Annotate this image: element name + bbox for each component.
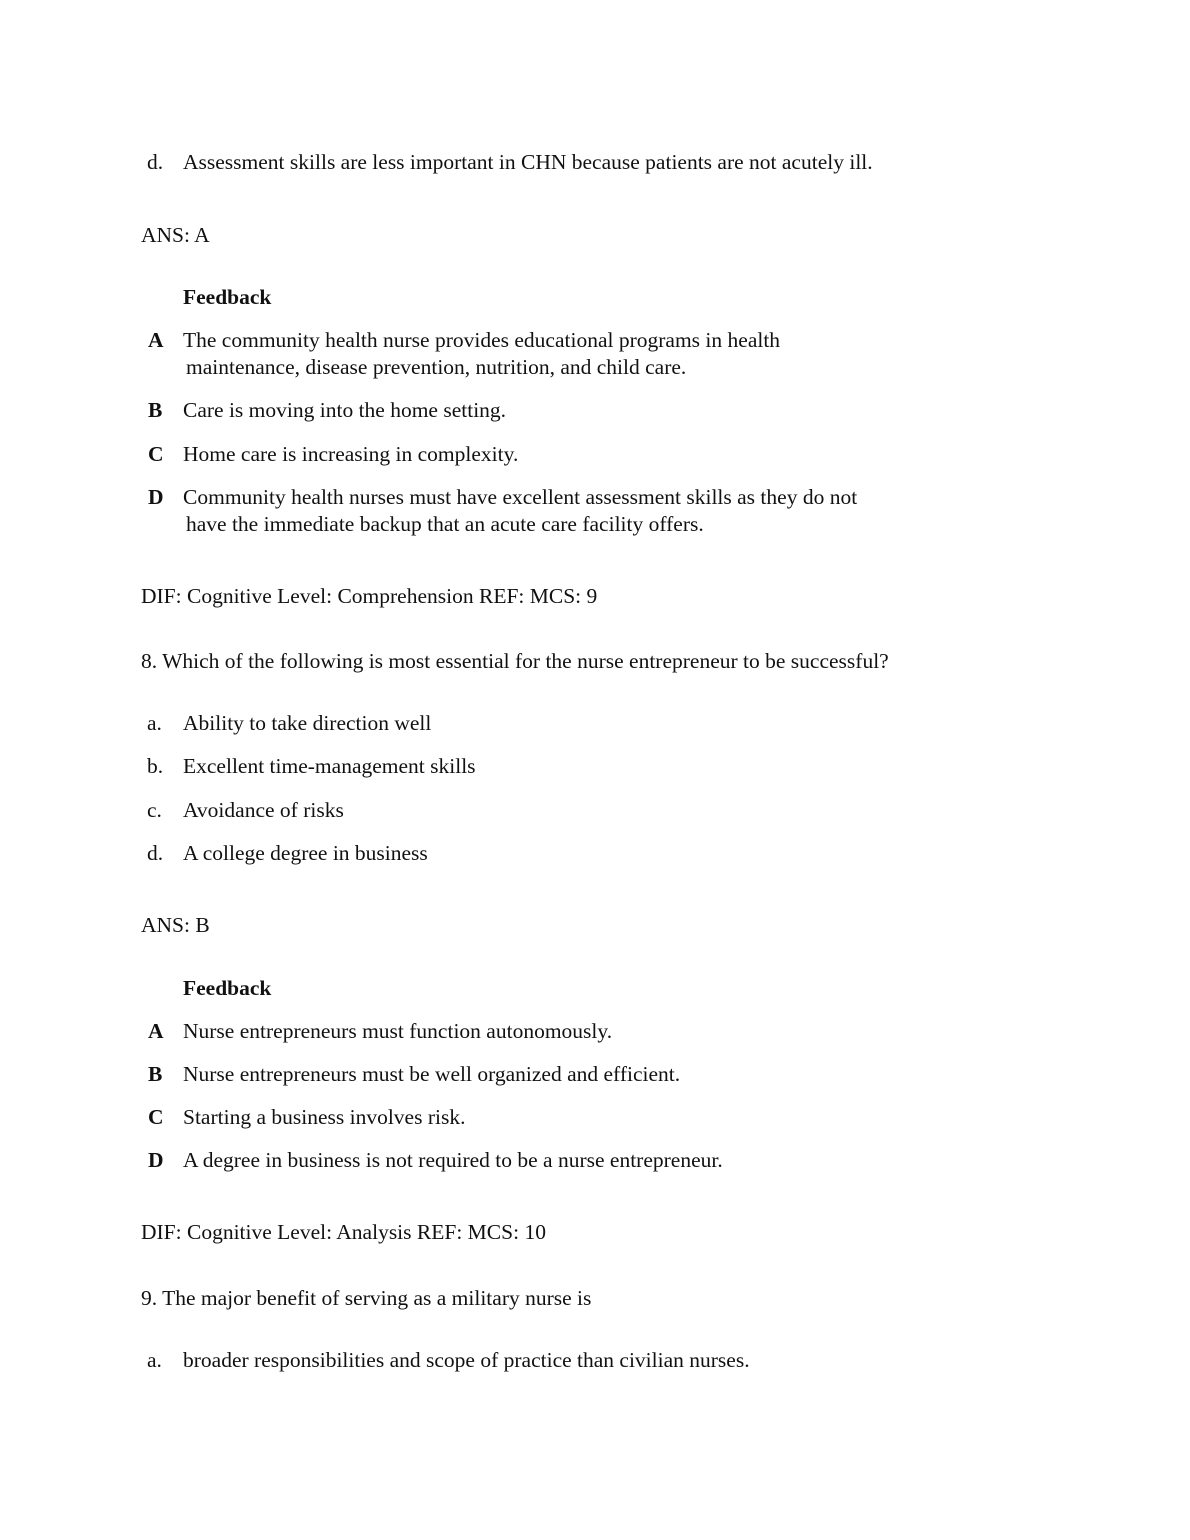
- q8-option-a-letter: a.: [147, 711, 162, 735]
- q8-feedback-b-line1: Nurse entrepreneurs must be well organized and efficient.: [183, 1062, 681, 1086]
- q8-feedback-d-letter: D: [148, 1148, 164, 1172]
- q7-feedback-d-line2: have the immediate backup that an acute care facility offers.: [186, 512, 704, 536]
- q7-feedback-c-letter: C: [148, 442, 164, 466]
- q9-question: 9. The major benefit of serving as a military nurse is: [141, 1286, 592, 1310]
- q8-option-b-letter: b.: [147, 754, 164, 778]
- q7-feedback-d-letter: D: [148, 485, 164, 509]
- q8-feedback-b-letter: B: [148, 1062, 163, 1086]
- q8-dif-ref: DIF: Cognitive Level: Analysis REF: MCS: 10: [141, 1220, 546, 1244]
- q8-feedback-a-letter: A: [148, 1019, 164, 1043]
- q7-option-d-letter: d.: [147, 150, 164, 174]
- q9-option-a-letter: a.: [147, 1348, 162, 1372]
- q7-feedback-b-letter: B: [148, 398, 163, 422]
- q7-feedback-c-line1: Home care is increasing in complexity.: [183, 442, 519, 466]
- q8-option-a-text: Ability to take direction well: [183, 711, 432, 735]
- q7-answer: ANS: A: [141, 223, 210, 247]
- q8-question: 8. Which of the following is most essential for the nurse entrepreneur to be successful?: [141, 649, 889, 673]
- q8-option-c-text: Avoidance of risks: [183, 798, 344, 822]
- q7-feedback-b-line1: Care is moving into the home setting.: [183, 398, 507, 422]
- q8-option-c-letter: c.: [147, 798, 162, 822]
- q8-answer: ANS: B: [141, 913, 210, 937]
- q7-feedback-a-line2: maintenance, disease prevention, nutrition, and child care.: [186, 355, 687, 379]
- q8-feedback-heading: Feedback: [183, 976, 272, 1000]
- q9-option-a-text: broader responsibilities and scope of practice than civilian nurses.: [183, 1348, 750, 1372]
- q7-dif-ref: DIF: Cognitive Level: Comprehension REF: MCS: 9: [141, 584, 598, 608]
- q8-feedback-c-letter: C: [148, 1105, 164, 1129]
- q8-feedback-a-line1: Nurse entrepreneurs must function autonomously.: [183, 1019, 613, 1043]
- q7-feedback-a-letter: A: [148, 328, 164, 352]
- q8-option-d-text: A college degree in business: [183, 841, 428, 865]
- q7-feedback-d-line1: Community health nurses must have excellent assessment skills as they do not: [183, 485, 858, 509]
- q7-option-d-text: Assessment skills are less important in CHN because patients are not acutely ill.: [183, 150, 873, 174]
- q8-feedback-c-line1: Starting a business involves risk.: [183, 1105, 466, 1129]
- q7-feedback-a-line1: The community health nurse provides educational programs in health: [183, 328, 781, 352]
- q8-option-b-text: Excellent time-management skills: [183, 754, 476, 778]
- q7-feedback-heading: Feedback: [183, 285, 272, 309]
- q8-feedback-d-line1: A degree in business is not required to be a nurse entrepreneur.: [183, 1148, 723, 1172]
- q8-option-d-letter: d.: [147, 841, 164, 865]
